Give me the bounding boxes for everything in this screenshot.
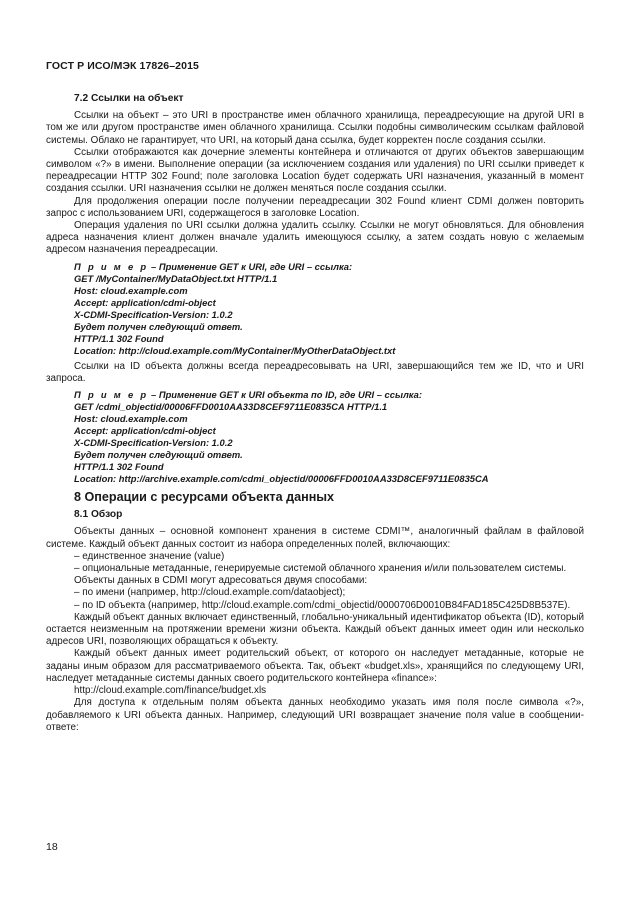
page-number: 18 bbox=[46, 841, 58, 853]
code-line: Host: cloud.example.com bbox=[74, 413, 188, 425]
standard-header: ГОСТ Р ИСО/МЭК 17826–2015 bbox=[46, 60, 199, 72]
section-8-heading: 8 Операции с ресурсами объекта данных bbox=[74, 490, 335, 505]
code-line: Будет получен следующий ответ. bbox=[74, 320, 243, 332]
section-7-2-heading: 7.2 Ссылки на объект bbox=[74, 93, 184, 104]
code-line: Host: cloud.example.com bbox=[74, 284, 188, 296]
example-url: http://cloud.example.com/finance/budget.xls bbox=[74, 685, 267, 697]
code-line: Будет получен следующий ответ. bbox=[74, 449, 243, 461]
example-label: П р и м е р bbox=[74, 260, 149, 272]
paragraph: Ссылки на объект – это URI в пространстве имен облачного хранилища, переадресующие на другой URI в том же или другом пространстве имен облачного хранилища. Ссылки подобны символическим ссылкам файловой системы. Облако не гарантирует, что URI, на который дана ссылка, будет корректен после создания ссылки. bbox=[46, 110, 584, 146]
list-item: – единственное значение (value) bbox=[74, 550, 225, 562]
paragraph: Операция удаления по URI ссылки должна удалить ссылку. Ссылки не могут обновляться. Для обновления адреса назначения клиент должен вначале удалить имеющуюся ссылку, а затем создать новую с желаемым адресом назначения переадресации. bbox=[46, 220, 584, 256]
code-line: X-CDMI-Specification-Version: 1.0.2 bbox=[74, 308, 233, 320]
code-line: Location: http://cloud.example.com/MyContainer/MyOtherDataObject.txt bbox=[74, 344, 396, 356]
code-line: Accept: application/cdmi-object bbox=[74, 425, 216, 437]
paragraph: Ссылки на ID объекта должны всегда переадресовывать на URI, завершающийся тем же ID, что и URI запроса. bbox=[46, 360, 584, 384]
code-line: X-CDMI-Specification-Version: 1.0.2 bbox=[74, 437, 233, 449]
paragraph: Каждый объект данных имеет родительский объект, от которого он наследует метаданные, которые не заданы иным образом для рассматриваемого объекта. Так, объект «budget.xls», хранящийся по следующему URI, наследует метаданные системы данных своего родительского контейнера «finance»: bbox=[46, 648, 584, 684]
example-block-2 bbox=[74, 389, 584, 485]
code-line: GET /cdmi_objectid/00006FFD0010AA33D8CEF9711E0835CA HTTP/1.1 bbox=[74, 401, 388, 413]
code-line: Accept: application/cdmi-object bbox=[74, 296, 216, 308]
code-line: Location: http://archive.example.com/cdmi_objectid/00006FFD0010AA33D8CEF9711E0835CA bbox=[74, 473, 489, 485]
example-title: П р и м е р – Применение GET к URI, где URI – ссылка: bbox=[74, 260, 353, 272]
example-block-1 bbox=[74, 261, 584, 357]
paragraph: Для доступа к отдельным полям объекта данных необходимо указать имя поля после символа «?», добавляемого к URI объекта данных. Например, следующий URI возвращает значение поля value в сообщении-ответе: bbox=[46, 697, 584, 733]
paragraph: Ссылки отображаются как дочерние элементы контейнера и отличаются от других объектов завершающим символом «?» в имени. Выполнение операции (за исключением создания или удаления) по URI ссылки приведет к переадресации HTTP 302 Found; поле заголовка Location будет содержать URI назначения, указанный в момент создания ссылки. URI назначения ссылки не должен меняться после создания ссылки. bbox=[46, 146, 584, 195]
paragraph: Для продолжения операции после получении переадресации 302 Found клиент CDMI должен повторить запрос с использованием URI, содержащегося в заголовке Location. bbox=[46, 195, 584, 219]
paragraph: Каждый объект данных включает единственный, глобально-уникальный идентификатор объекта (ID), который остается неизменным на протяжении времени жизни объекта. Каждый объект данных имеет один или несколько адресов URI, позволяющих обращаться к объекту. bbox=[46, 611, 584, 648]
paragraph: Объекты данных – основной компонент хранения в системе CDMI™, аналогичный файлам в файловой системе. Каждый объект данных состоит из набора определенных полей, включающих: bbox=[46, 526, 584, 550]
page-content bbox=[46, 93, 584, 734]
paragraph: Объекты данных в CDMI могут адресоваться двумя способами: bbox=[74, 575, 368, 587]
section-8-1-heading: 8.1 Обзор bbox=[74, 509, 123, 521]
code-line: HTTP/1.1 302 Found bbox=[74, 461, 164, 473]
code-line: GET /MyContainer/MyDataObject.txt HTTP/1.1 bbox=[74, 272, 278, 284]
example-label: П р и м е р bbox=[74, 389, 149, 401]
code-line: HTTP/1.1 302 Found bbox=[74, 332, 164, 344]
list-item: – по ID объекта (например, http://cloud.example.com/cdmi_objectid/0000706D0010B84FAD185C425D8B537E). bbox=[74, 599, 571, 611]
example-title: П р и м е р – Применение GET к URI объекта по ID, где URI – ссылка: bbox=[74, 389, 422, 401]
list-item: – по имени (например, http://cloud.example.com/dataobject); bbox=[74, 587, 346, 599]
list-item: – опциональные метаданные, генерируемые системой облачного хранения и/или пользователем системы. bbox=[74, 563, 567, 575]
